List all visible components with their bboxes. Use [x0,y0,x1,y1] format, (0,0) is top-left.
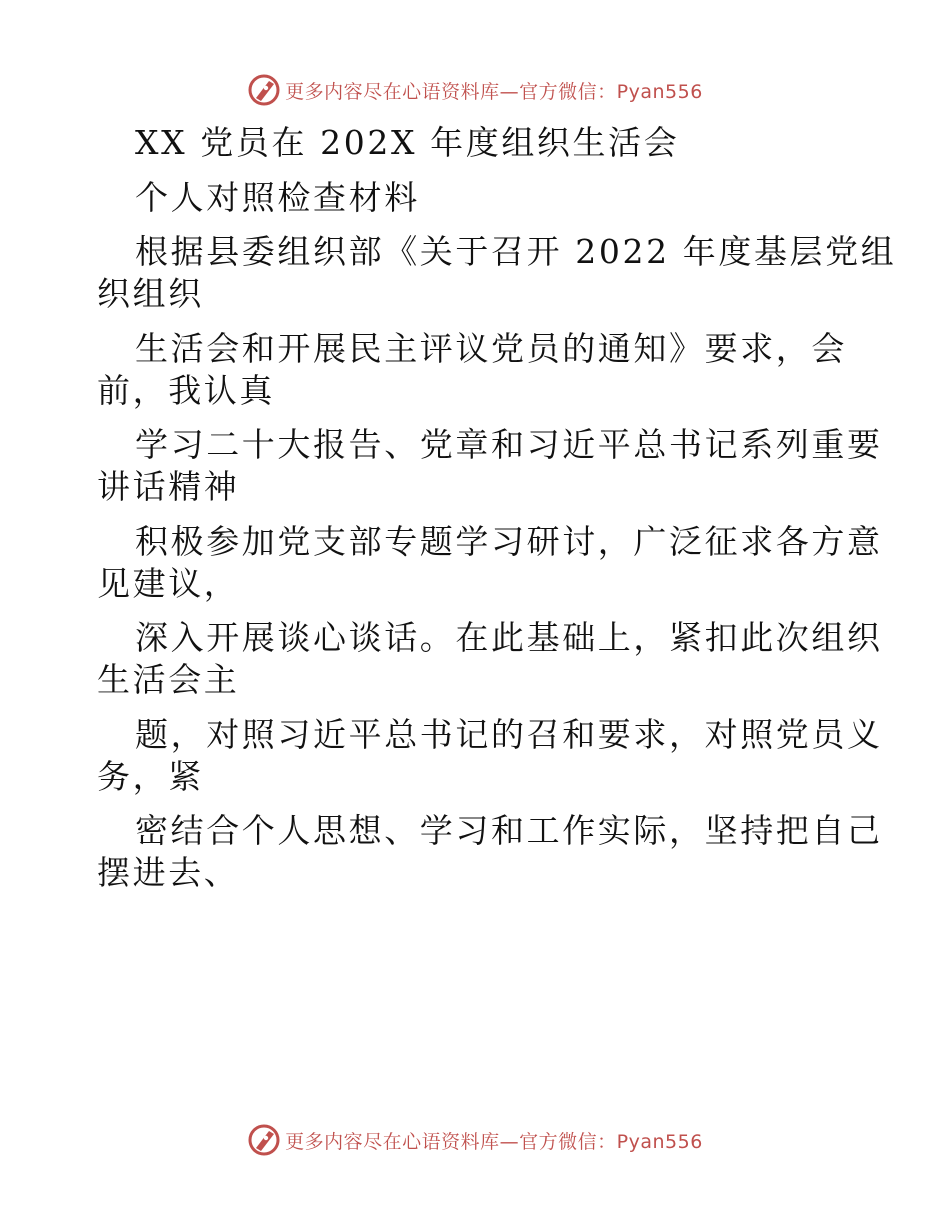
header-banner-main: 更多内容尽在心语资料库 [285,80,500,103]
doc-line: 密结合个人思想、学习和工作实际，坚持把自己 [135,811,883,850]
footer-banner-text [285,1127,703,1154]
pen-nib-logo-icon [247,73,281,107]
doc-line: 讲话精神 [97,467,240,506]
pen-nib-logo-icon [247,1123,281,1157]
doc-line: 织组织 [97,274,204,313]
header-banner-dash: — [499,80,520,103]
doc-line: 题，对照习近平总书记的召和要求，对照党员义 [135,714,883,754]
doc-line: 见建议， [97,563,240,603]
header-banner-text [285,77,703,104]
document-body [97,122,897,894]
doc-line: 生活会和开展民主评议党员的通知》要求，会 [135,328,847,368]
doc-line: 学习二十大报告、党章和习近平总书记系列重要 [135,425,883,464]
doc-line: 前，我认真 [97,370,275,410]
doc-line: 务，紧 [97,756,204,796]
doc-title-line-1: XX 党员在 202X 年度组织生活会 [135,123,680,162]
doc-line: 深入开展谈心谈话。在此基础上，紧扣此次组织 [135,618,883,657]
footer-banner-dash: — [499,1130,520,1153]
footer-banner-suffix: 官方微信：Pyan556 [519,1130,703,1153]
doc-line: 生活会主 [97,660,240,699]
doc-title-line-2: 个人对照检查材料 [135,177,420,217]
footer-banner [0,1120,950,1160]
doc-line: 积极参加党支部专题学习研讨，广泛征求各方意 [135,521,883,561]
header-banner [0,70,950,110]
doc-line: 摆进去、 [97,853,240,892]
footer-banner-main: 更多内容尽在心语资料库 [285,1130,500,1153]
header-banner-suffix: 官方微信：Pyan556 [519,80,703,103]
doc-line: 根据县委组织部《关于召开 2022 年度基层党组 [135,232,897,271]
